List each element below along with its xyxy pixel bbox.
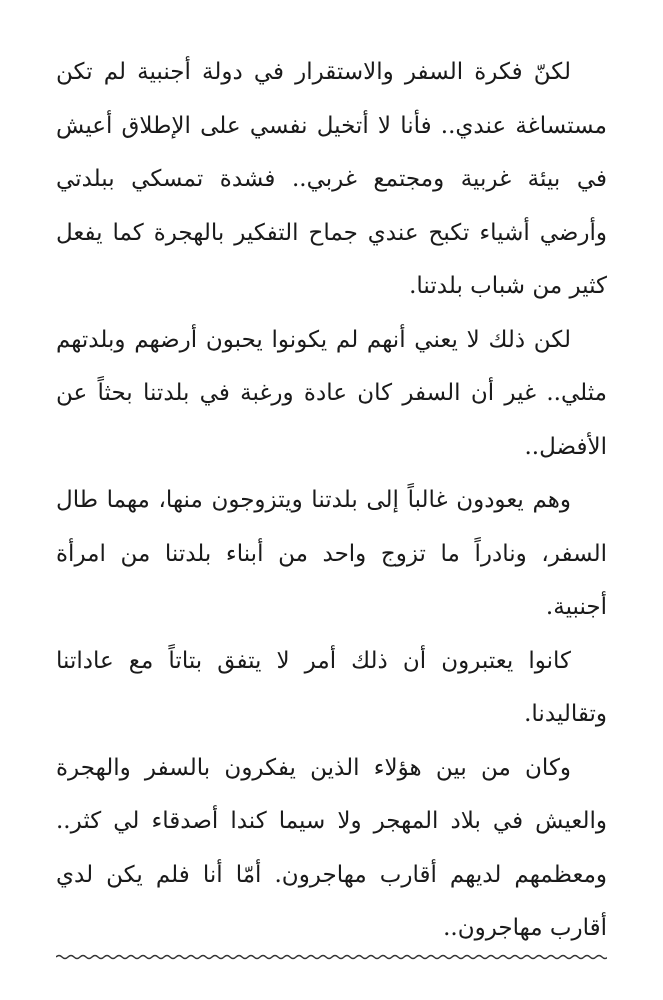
paragraph-4: كانوا يعتبرون أن ذلك أمر لا يتفق بتاتاً مع عاداتنا وتقاليدنا. bbox=[56, 647, 607, 727]
paragraph-3: وهم يعودون غالباً إلى بلدتنا ويتزوجون منها، مهما طال السفر، ونادراً ما تزوج واحد من أبناء بلدتنا من امرأة أجنبية. bbox=[56, 487, 607, 620]
paragraph-1: لكنّ فكرة السفر والاستقرار في دولة أجنبية لم تكن مستساغة عندي.. فأنا لا أتخيل نفسي على الإطلاق أعيش في بيئة غربية ومجتمع غربي.. فشدة تمسكي ببلدتي وأرضي أشياء تكبح عندي جماح التفكير بالهجرة كما يفعل كثير من شباب بلدتنا. bbox=[56, 59, 607, 299]
paragraph-5: وكان من بين هؤلاء الذين يفكرون بالسفر والهجرة والعيش في بلاد المهجر ولا سيما كندا أصدقاء لي كثر.. ومعظمهم لديهم أقارب مهاجرون. أمّا أنا فلم يكن لدي أقارب مهاجرون.. bbox=[56, 754, 607, 941]
page-text bbox=[56, 46, 607, 956]
wavy-divider bbox=[56, 950, 607, 964]
paragraph-2: لكن ذلك لا يعني أنهم لم يكونوا يحبون أرضهم وبلدتهم مثلي.. غير أن السفر كان عادة ورغبة في بلدتنا بحثاً عن الأفضل.. bbox=[56, 326, 607, 460]
